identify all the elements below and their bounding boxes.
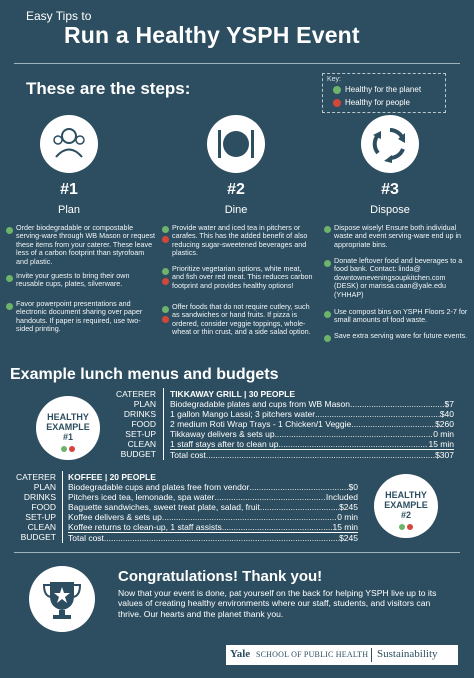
planet-dot-icon [324,226,331,233]
menu-item: Biodegradable cups and plates free from vendor [68,482,250,492]
example-1-labels [110,389,156,459]
example-1-header: TIKKAWAY GRILL | 30 PEOPLE [170,389,296,399]
menu-amount: $0 [348,482,358,492]
menu-item: 2 medium Roti Wrap Trays - 1 Chicken/1 Veggie [170,419,352,429]
people-dot-icon [162,316,169,323]
menu-item: Baguette sandwiches, sweet treat plate, salad, fruit [68,502,260,512]
menus-heading: Example lunch menus and budgets [10,366,279,383]
menu-row [170,429,454,439]
step-2-number: #2 [227,181,245,198]
menu-amount: $307 [435,450,454,460]
planet-dot-icon [6,227,13,234]
planet-dot-icon [6,303,13,310]
people-dot-icon [162,236,169,243]
planet-dot-icon [324,260,331,267]
divider [14,63,460,64]
people-dot-icon [407,524,413,530]
menu-row [68,512,358,522]
label-drinks: DRINKS [123,409,156,419]
label-clean: CLEAN [27,522,56,532]
step-1-name: Plan [57,204,81,216]
tip-text: Provide water and iced tea in pitchers or carafes. This has the added benefit of also reducing sugar-sweetened beverages and plastics. [172,223,308,258]
planet-dot-icon [399,524,405,530]
menu-row [68,492,358,502]
tip-text: Order biodegradable or compostable serving-ware through WB Mason or request these items from your caterer. These leave less of a carbon footprint than styrofoam and plastic. [16,223,156,266]
people-dot-icon [69,446,75,452]
planet-dot-icon [162,268,169,275]
planet-dot-icon [162,226,169,233]
menu-row [68,522,358,532]
menu-amount: 15 min [332,522,358,532]
divider [14,552,460,553]
key-people-label: Healthy for people [345,98,410,107]
tip-text: Prioritize vegetarian options, white meat, and fish over red meat. This reduces carbon footprint and provides healthy options! [172,264,313,290]
menu-amount: Included [325,492,358,502]
people-dot-icon [333,99,341,107]
footer-logo [226,645,458,665]
label-budget: BUDGET [20,532,56,542]
menu-amount: 15 min [428,439,454,449]
steps-heading: These are the steps: [26,79,191,98]
step-1-number: #1 [60,181,78,198]
menu-row [170,409,454,419]
school-name: SCHOOL OF PUBLIC HEALTH [256,650,369,659]
menu-amount: $260 [435,419,454,429]
menu-amount: $40 [439,409,454,419]
congrats-heading: Congratulations! Thank you! [118,568,323,585]
menu-amount: $245 [339,533,358,543]
tip-text: Save extra serving ware for future events. [334,331,468,340]
label-caterer: CATERER [16,472,56,482]
label-budget: BUDGET [120,449,156,459]
badge-label: HEALTHY EXAMPLE #1 [46,412,90,442]
menu-row [170,439,454,449]
yale-wordmark: Yale [230,648,251,660]
divider [371,648,372,662]
step-3-number: #3 [381,181,399,198]
step-3-name: Dispose [370,204,410,216]
sustainability-label: Sustainability [377,648,438,660]
key-title: Key: [327,76,342,83]
menu-total-row [170,450,454,460]
legend-key [322,73,446,113]
label-setup: SET-UP [25,512,56,522]
planet-dot-icon [333,86,341,94]
label-caterer: CATERER [116,389,156,399]
key-planet-label: Healthy for the planet [345,85,422,94]
example-2-header: KOFFEE | 20 PEOPLE [68,472,156,482]
label-plan: PLAN [33,482,56,492]
tip-text: Dispose wisely! Ensure both individual waste and event serving-ware end up in appropriate bins. [334,223,462,249]
menu-total-row [68,533,358,543]
example-1-menu [170,389,454,460]
planet-dot-icon [324,335,331,342]
label-clean: CLEAN [127,439,156,449]
tip-text: Invite your guests to bring their own reusable cups, plates, silverware. [16,271,130,289]
plate-cutlery-icon [207,115,265,173]
menu-amount: 0 min [337,512,358,522]
menu-item: Koffee delivers & sets up [68,512,162,522]
menu-row [68,482,358,492]
menu-row [170,399,454,409]
divider [62,471,63,543]
menu-item: 1 staff stays after to clean up [170,439,279,449]
menu-amount: $245 [339,502,358,512]
menu-item: Biodegradable plates and cups from WB Mason [170,399,351,409]
menu-amount: 0 min [433,429,454,439]
menu-item: Pitchers iced tea, lemonade, spa water [68,492,215,502]
divider [163,388,164,460]
step-2-name: Dine [224,204,248,216]
label-plan: PLAN [133,399,156,409]
congrats-text: Now that your event is done, pat yourself on the back for helping YSPH live up to its values of creating healthy environments where our staff, students, and visitors can thrive. Our hearts and the planet thank you. [118,588,437,619]
label-drinks: DRINKS [23,492,56,502]
example-1-badge [36,396,100,460]
people-dot-icon [162,278,169,285]
label-food: FOOD [131,419,156,429]
tip-text: Offer foods that do not require cutlery, such as sandwiches or hand fruits. If pizza is ordered, consider veggie toppings, whole-wheat or thin crust, and a side salad option. [172,302,311,337]
tip-text: Use compost bins on YSPH Floors 2-7 for small amounts of food waste. [334,307,468,325]
trophy-star-icon [29,566,95,632]
planet-dot-icon [61,446,67,452]
label-setup: SET-UP [125,429,156,439]
menu-amount: $7 [444,399,454,409]
eyebrow-text: Easy Tips to [26,9,92,23]
example-2-menu [68,472,358,543]
label-food: FOOD [31,502,56,512]
planet-dot-icon [162,306,169,313]
menu-item: Koffee returns to clean-up, 1 staff assists [68,522,222,532]
menu-item: 1 gallon Mango Lassi; 3 pitchers water [170,409,316,419]
menu-item: Tikkaway delivers & sets up [170,429,275,439]
tip-text: Donate leftover food and beverages to a food bank. Contact: linda@ downtowneveningsoupkitchen.com (DESK) or marissa.caan@yale.edu (YHHAP) [334,256,463,299]
tip-text: Favor powerpoint presentations and electronic document sharing over paper handouts. If paper is required, use two-sided printing. [16,299,143,334]
badge-label: HEALTHY EXAMPLE #2 [384,490,428,520]
page-title: Run a Healthy YSPH Event [64,22,360,48]
menu-item: Total cost [68,533,104,543]
menu-item: Total cost [170,450,206,460]
planet-dot-icon [6,275,13,282]
example-2-labels [10,472,56,542]
menu-row [170,419,454,429]
example-2-badge [374,474,438,538]
recycle-icon [361,115,419,173]
menu-row [68,502,358,512]
planet-dot-icon [324,311,331,318]
people-icon [40,115,98,173]
